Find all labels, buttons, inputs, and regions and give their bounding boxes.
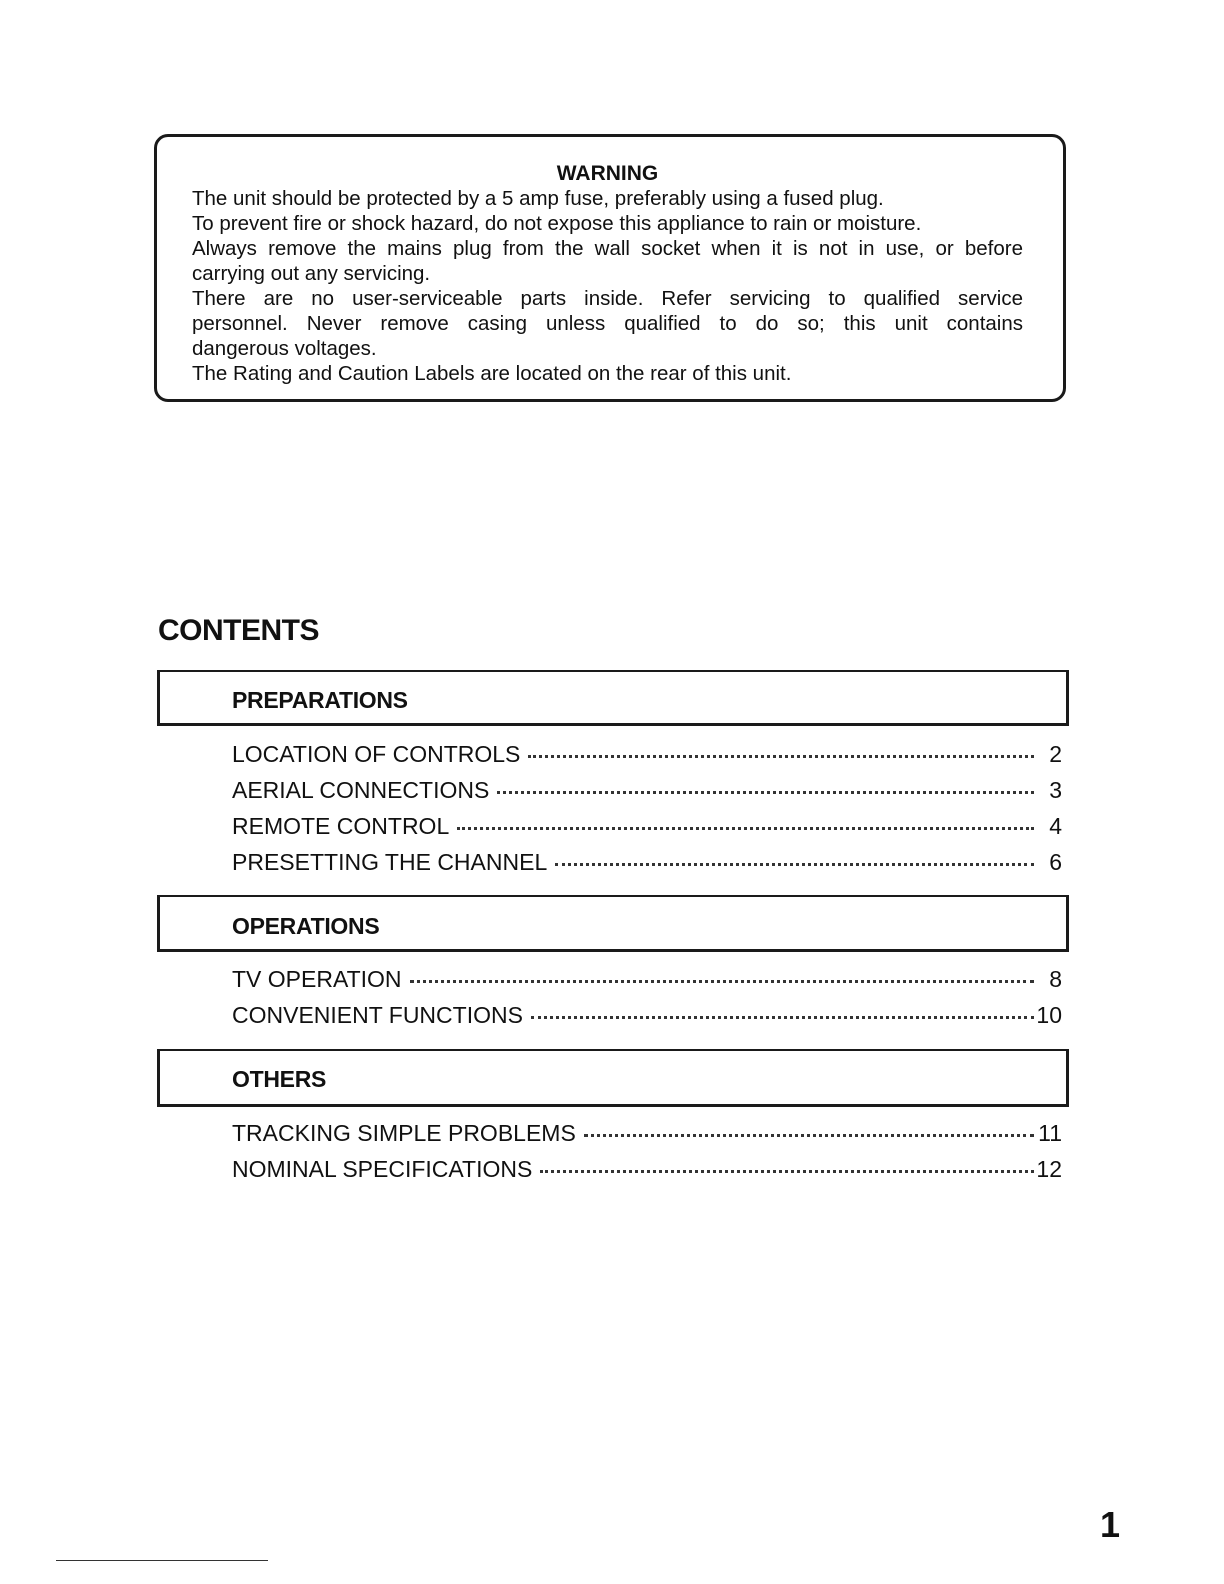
toc-entry-title: TV OPERATION (232, 966, 402, 992)
warning-line: To prevent fire or shock hazard, do not expose this appliance to rain or moisture. (192, 212, 922, 235)
dot-leader (410, 980, 1034, 983)
toc-entry-title: NOMINAL SPECIFICATIONS (232, 1156, 533, 1182)
section-title: OPERATIONS (232, 913, 380, 939)
warning-title: WARNING (556, 162, 659, 185)
toc-entry[interactable] (232, 1119, 1062, 1147)
toc-entry-title: LOCATION OF CONTROLS (232, 741, 521, 767)
section-header-preparations (157, 670, 1069, 726)
toc-entry-page: 8 (1049, 966, 1062, 992)
dot-leader (528, 755, 1034, 758)
dot-leader (540, 1170, 1034, 1173)
warning-box (154, 134, 1066, 402)
toc-entry-title: AERIAL CONNECTIONS (232, 777, 490, 803)
toc-entry-page: 12 (1036, 1156, 1062, 1182)
dot-leader (457, 827, 1034, 830)
toc-entry-title: PRESETTING THE CHANNEL (232, 849, 548, 875)
dot-leader (584, 1134, 1034, 1137)
toc-entry[interactable] (232, 848, 1062, 876)
footer-rule (56, 1560, 268, 1561)
toc-entry[interactable] (232, 965, 1062, 993)
warning-line: dangerous voltages. (192, 337, 377, 360)
toc-entry-page: 4 (1049, 813, 1062, 839)
warning-line: The Rating and Caution Labels are located on the rear of this unit. (192, 362, 792, 385)
toc-entry-title: CONVENIENT FUNCTIONS (232, 1002, 523, 1028)
dot-leader (497, 791, 1034, 794)
toc-entry[interactable] (232, 776, 1062, 804)
section-header-others (157, 1049, 1069, 1107)
toc-entry-page: 6 (1049, 849, 1062, 875)
dot-leader (531, 1016, 1034, 1019)
section-title: PREPARATIONS (232, 687, 408, 713)
page-number: 1 (1100, 1504, 1121, 1545)
warning-line: The unit should be protected by a 5 amp fuse, preferably using a fused plug. (192, 187, 884, 210)
warning-line: There are no user-serviceable parts inside. Refer servicing to qualified service (192, 287, 1023, 310)
toc-entry-title: TRACKING SIMPLE PROBLEMS (232, 1120, 576, 1146)
warning-line: Always remove the mains plug from the wall socket when it is not in use, or before (192, 237, 1023, 260)
toc-entry[interactable] (232, 740, 1062, 768)
toc-entry-page: 3 (1049, 777, 1062, 803)
warning-line: carrying out any servicing. (192, 262, 431, 285)
toc-entry-title: REMOTE CONTROL (232, 813, 450, 839)
toc-entry[interactable] (232, 812, 1062, 840)
toc-entry-page: 10 (1036, 1002, 1062, 1028)
toc-entry[interactable] (232, 1155, 1062, 1183)
section-title: OTHERS (232, 1066, 327, 1092)
toc-entry-page: 11 (1038, 1120, 1062, 1146)
contents-heading: CONTENTS (158, 614, 319, 647)
warning-line: personnel. Never remove casing unless qualified to do so; this unit contains (192, 312, 1023, 335)
section-header-operations (157, 895, 1069, 952)
toc-entry-page: 2 (1049, 741, 1062, 767)
dot-leader (555, 863, 1034, 866)
toc-entry[interactable] (232, 1001, 1062, 1029)
